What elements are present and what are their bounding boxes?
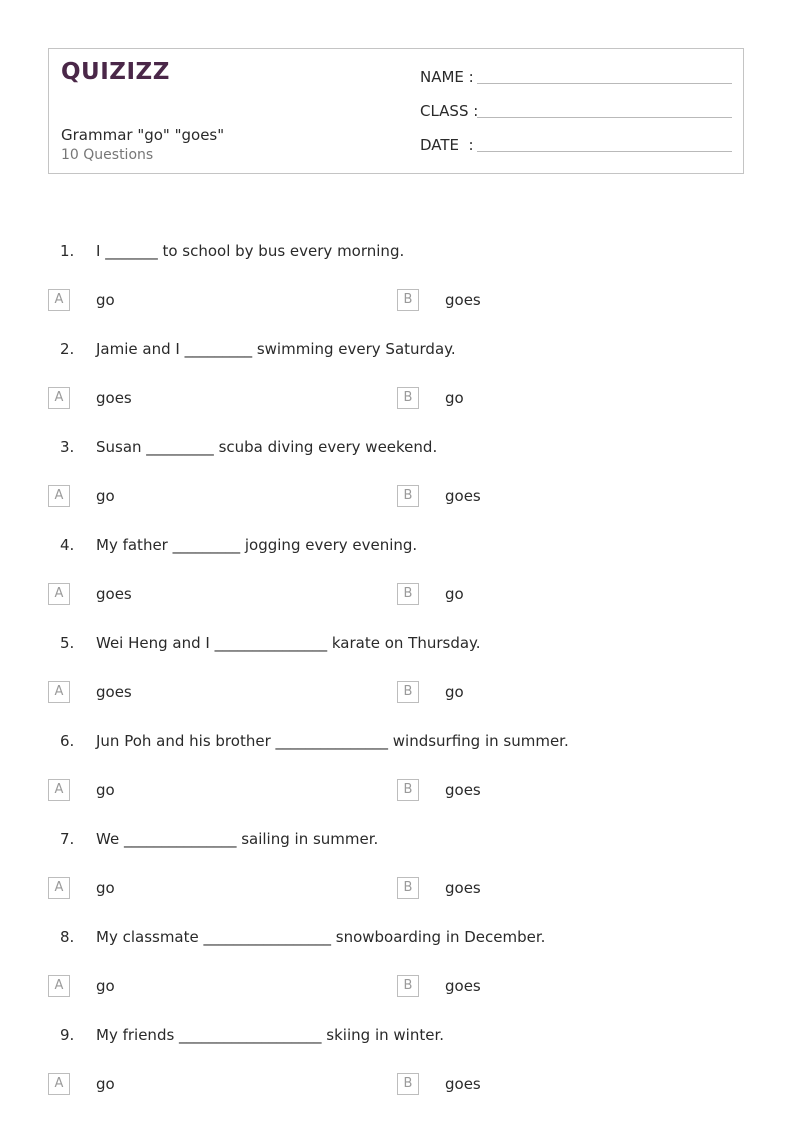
- worksheet-header: [48, 48, 744, 174]
- question-text: Susan _________ scuba diving every weekend.: [96, 438, 438, 456]
- option-text: go: [445, 683, 464, 701]
- option-letter-box: A: [48, 1073, 70, 1095]
- date-label: DATE :: [420, 136, 474, 154]
- option-text: go: [96, 879, 115, 897]
- option-text: goes: [445, 977, 481, 995]
- option-letter-box: B: [397, 485, 419, 507]
- option-text: go: [445, 389, 464, 407]
- class-field[interactable]: [420, 102, 478, 120]
- option-letter-box: A: [48, 485, 70, 507]
- option-letter-box: A: [48, 877, 70, 899]
- date-field[interactable]: [420, 136, 474, 154]
- question-text: My classmate _________________ snowboarding in December.: [96, 928, 546, 946]
- question-number: 6.: [60, 732, 75, 750]
- option-letter-box: B: [397, 877, 419, 899]
- question-list: [0, 232, 794, 1114]
- option-text: goes: [445, 291, 481, 309]
- question-text: Wei Heng and I _______________ karate on Thursday.: [96, 634, 481, 652]
- question-text: My father _________ jogging every evening.: [96, 536, 418, 554]
- option-text: goes: [445, 879, 481, 897]
- option-text: goes: [445, 781, 481, 799]
- question-item: [0, 428, 794, 526]
- worksheet-title: Grammar "go" "goes": [61, 126, 225, 144]
- question-number: 8.: [60, 928, 75, 946]
- option-text: go: [96, 487, 115, 505]
- option-text: goes: [445, 1075, 481, 1093]
- question-number: 2.: [60, 340, 75, 358]
- question-text: We _______________ sailing in summer.: [96, 830, 379, 848]
- question-item: [0, 330, 794, 428]
- option-text: goes: [96, 683, 132, 701]
- option-text: go: [96, 291, 115, 309]
- option-text: goes: [96, 585, 132, 603]
- question-text: Jamie and I _________ swimming every Saturday.: [96, 340, 456, 358]
- class-label: CLASS :: [420, 102, 479, 120]
- option-letter-box: A: [48, 779, 70, 801]
- option-text: go: [96, 781, 115, 799]
- question-number: 9.: [60, 1026, 75, 1044]
- option-letter-box: B: [397, 1073, 419, 1095]
- option-letter-box: A: [48, 975, 70, 997]
- question-item: [0, 1016, 794, 1114]
- option-letter-box: B: [397, 387, 419, 409]
- question-item: [0, 722, 794, 820]
- option-text: go: [96, 977, 115, 995]
- option-letter-box: A: [48, 387, 70, 409]
- question-number: 7.: [60, 830, 75, 848]
- question-item: [0, 918, 794, 1016]
- option-text: go: [96, 1075, 115, 1093]
- option-letter-box: A: [48, 583, 70, 605]
- question-item: [0, 820, 794, 918]
- name-label: NAME :: [420, 68, 474, 86]
- quizizz-logo: QUIZIZZ: [61, 59, 170, 85]
- option-letter-box: B: [397, 289, 419, 311]
- question-text: Jun Poh and his brother _______________ windsurfing in summer.: [96, 732, 569, 750]
- question-number: 4.: [60, 536, 75, 554]
- question-number: 3.: [60, 438, 75, 456]
- option-text: goes: [96, 389, 132, 407]
- class-line: [477, 117, 732, 118]
- question-item: [0, 526, 794, 624]
- name-line: [477, 83, 732, 84]
- option-letter-box: A: [48, 289, 70, 311]
- question-item: [0, 232, 794, 330]
- name-field[interactable]: [420, 68, 474, 86]
- option-letter-box: B: [397, 975, 419, 997]
- date-line: [477, 151, 732, 152]
- question-number: 1.: [60, 242, 75, 260]
- question-text: My friends ___________________ skiing in winter.: [96, 1026, 444, 1044]
- question-text: I _______ to school by bus every morning.: [96, 242, 405, 260]
- option-letter-box: B: [397, 583, 419, 605]
- question-number: 5.: [60, 634, 75, 652]
- option-letter-box: A: [48, 681, 70, 703]
- option-letter-box: B: [397, 779, 419, 801]
- question-item: [0, 624, 794, 722]
- option-letter-box: B: [397, 681, 419, 703]
- option-text: go: [445, 585, 464, 603]
- option-text: goes: [445, 487, 481, 505]
- question-count: 10 Questions: [61, 147, 154, 163]
